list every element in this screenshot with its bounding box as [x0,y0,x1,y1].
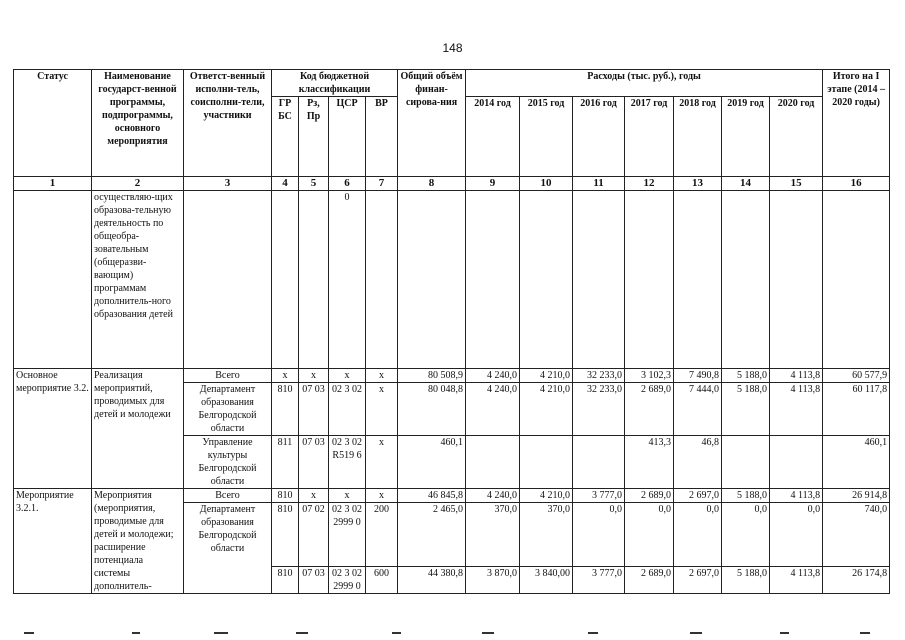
rzpr-cell: 07 02 [299,503,329,567]
year-cell: 3 777,0 [573,489,625,503]
year-cell: 370,0 [520,503,573,567]
total-cell: 2 465,0 [398,503,466,567]
header-total: Общий объём финан-сирова-ния [398,70,466,177]
column-number: 8 [398,177,466,191]
header-year: 2020 год [770,97,823,177]
header-status: Статус [14,70,92,177]
column-number: 9 [466,177,520,191]
csr-cell: 02 3 02 [329,383,366,436]
column-number: 1 [14,177,92,191]
grbs-cell: х [272,369,299,383]
budget-table [13,69,890,594]
column-number: 4 [272,177,299,191]
grbs-cell: 811 [272,436,299,489]
year-cell: 4 113,8 [770,369,823,383]
year-cell: 0,0 [722,503,770,567]
year-cell [770,436,823,489]
year-cell [520,436,573,489]
year-cell: 4 240,0 [466,369,520,383]
header-year: 2014 год [466,97,520,177]
responsible-cell: Управление культуры Белгородской области [184,436,272,489]
grbs-cell: 810 [272,567,299,594]
year-cell [722,436,770,489]
column-number-row [14,177,890,191]
column-number: 10 [520,177,573,191]
activity-name: Мероприятия (мероприятия, проводимые для детей и молодежи; расширение потенциала системы дополнитель- [92,489,184,594]
header-stage-total: Итого на I этапе (2014 – 2020 годы) [823,70,890,177]
header-year: 2017 год [625,97,674,177]
rzpr-cell: х [299,369,329,383]
year-cell: 7 444,0 [674,383,722,436]
year-cell: 4 240,0 [466,383,520,436]
header-name: Наименование государст-венной программы, подпрограммы, основного мероприятия [92,70,184,177]
page-number: 148 [442,41,463,55]
year-cell: 4 210,0 [520,489,573,503]
responsible-cell: Департамент образования Белгородской области [184,503,272,594]
responsible-cell: Всего [184,369,272,383]
rzpr-cell: 07 03 [299,567,329,594]
header-year: 2018 год [674,97,722,177]
scan-artifacts [0,628,905,640]
stage-total-cell: 60 577,9 [823,369,890,383]
header-responsible: Ответст-венный исполни-тель, соисполни-тели, участники [184,70,272,177]
csr-code: 0 [329,191,366,369]
status-cell: Мероприятие 3.2.1. [14,489,92,594]
csr-cell: х [329,369,366,383]
year-cell: 2 689,0 [625,383,674,436]
year-cell: 413,3 [625,436,674,489]
total-cell: 80 048,8 [398,383,466,436]
total-cell: 44 380,8 [398,567,466,594]
header-grbs: ГР БС [272,97,299,177]
vr-cell: 600 [366,567,398,594]
vr-cell: 200 [366,503,398,567]
year-cell: 4 113,8 [770,567,823,594]
csr-cell: х [329,489,366,503]
year-cell: 3 870,0 [466,567,520,594]
csr-cell: 02 3 02 R519 6 [329,436,366,489]
csr-cell: 02 3 02 2999 0 [329,567,366,594]
year-cell: 370,0 [466,503,520,567]
grbs-cell: 810 [272,489,299,503]
vr-cell: х [366,369,398,383]
grbs-cell: 810 [272,383,299,436]
year-cell: 4 113,8 [770,383,823,436]
table-row-continuation [14,191,890,369]
year-cell: 3 102,3 [625,369,674,383]
stage-total-cell: 26 914,8 [823,489,890,503]
header-year: 2015 год [520,97,573,177]
table-row [14,489,890,503]
csr-cell: 02 3 02 2999 0 [329,503,366,567]
column-number: 7 [366,177,398,191]
year-cell: 0,0 [625,503,674,567]
responsible-cell: Всего [184,489,272,503]
year-cell: 32 233,0 [573,369,625,383]
column-number: 3 [184,177,272,191]
stage-total-cell: 460,1 [823,436,890,489]
vr-cell: х [366,383,398,436]
rzpr-cell: х [299,489,329,503]
stage-total-cell: 26 174,8 [823,567,890,594]
vr-cell: х [366,436,398,489]
column-number: 6 [329,177,366,191]
year-cell: 5 188,0 [722,369,770,383]
year-cell: 3 840,00 [520,567,573,594]
header-row-1 [14,70,890,97]
header-vr: ВР [366,97,398,177]
rzpr-cell: 07 03 [299,436,329,489]
header-rzpr: Рз, Пр [299,97,329,177]
year-cell: 4 240,0 [466,489,520,503]
year-cell: 0,0 [573,503,625,567]
year-cell: 4 113,8 [770,489,823,503]
year-cell: 0,0 [770,503,823,567]
column-number: 14 [722,177,770,191]
year-cell: 0,0 [674,503,722,567]
activity-name: осуществляю-щих образова-тельную деятельность по общеобра-зовательным (общеразви-вающим) программам дополнитель-ного образования детей [92,191,184,369]
responsible-cell: Департамент образования Белгородской области [184,383,272,436]
year-cell: 2 689,0 [625,567,674,594]
status-cell: Основное мероприятие 3.2. [14,369,92,489]
header-expenses: Расходы (тыс. руб.), годы [466,70,823,97]
year-cell: 2 689,0 [625,489,674,503]
total-cell: 80 508,9 [398,369,466,383]
stage-total-cell: 740,0 [823,503,890,567]
year-cell: 2 697,0 [674,567,722,594]
column-number: 2 [92,177,184,191]
column-number: 5 [299,177,329,191]
column-number: 13 [674,177,722,191]
header-year: 2016 год [573,97,625,177]
grbs-cell: 810 [272,503,299,567]
year-cell: 4 210,0 [520,383,573,436]
year-cell: 32 233,0 [573,383,625,436]
year-cell [466,436,520,489]
column-number: 16 [823,177,890,191]
column-number: 15 [770,177,823,191]
year-cell: 7 490,8 [674,369,722,383]
header-year: 2019 год [722,97,770,177]
year-cell: 3 777,0 [573,567,625,594]
activity-name: Реализация мероприятий, проводимых для детей и молодежи [92,369,184,489]
header-budget-code: Код бюджетной классификации [272,70,398,97]
year-cell: 5 188,0 [722,489,770,503]
table-row [14,369,890,383]
stage-total-cell: 60 117,8 [823,383,890,436]
year-cell: 46,8 [674,436,722,489]
year-cell: 5 188,0 [722,567,770,594]
total-cell: 460,1 [398,436,466,489]
header-csr: ЦСР [329,97,366,177]
year-cell: 2 697,0 [674,489,722,503]
total-cell: 46 845,8 [398,489,466,503]
vr-cell: х [366,489,398,503]
year-cell: 5 188,0 [722,383,770,436]
column-number: 11 [573,177,625,191]
rzpr-cell: 07 03 [299,383,329,436]
year-cell: 4 210,0 [520,369,573,383]
column-number: 12 [625,177,674,191]
year-cell [573,436,625,489]
